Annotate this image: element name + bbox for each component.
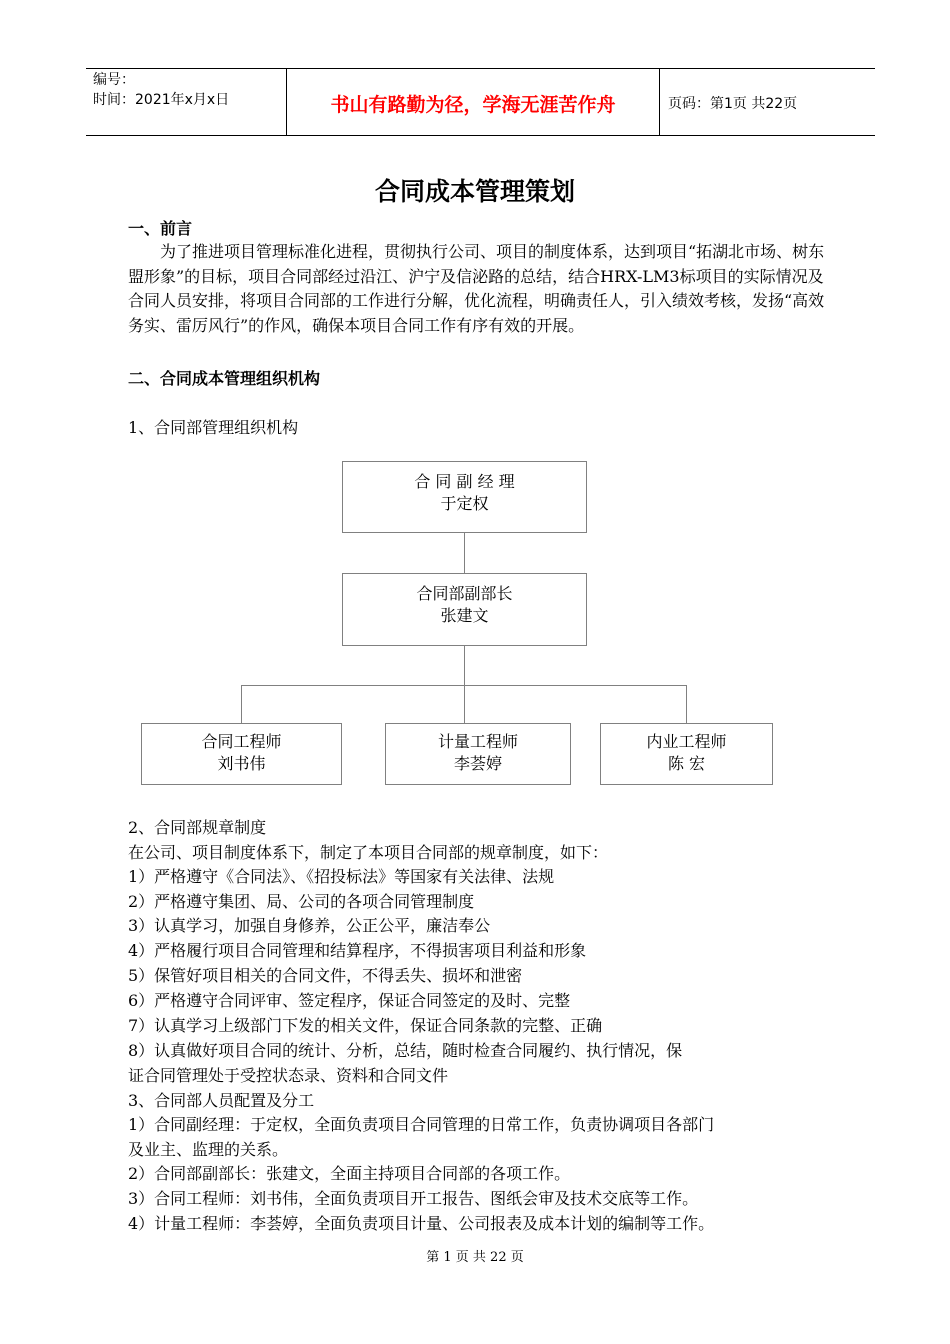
org-person: 陈 宏	[667, 754, 706, 773]
org-connector	[686, 685, 687, 723]
org-box-contract-deputy-manager	[342, 461, 587, 533]
header-number: 编号：	[93, 72, 135, 88]
rule-item: 4）严格履行项目合同管理和结算程序，不得损害项目利益和形象	[128, 941, 587, 960]
header-divider-right	[659, 68, 660, 136]
rule-item: 7）认真学习上级部门下发的相关文件，保证合同条款的完整、正确	[128, 1016, 603, 1035]
org-role: 合 同 副 经 理	[414, 472, 515, 491]
section1-text: 为了推进项目管理标准化进程，贯彻执行公司、项目的制度体系，达到项目“拓湖北市场、树东盟形象”的目标，项目合同部经过沿江、沪宁及信泌路的总结，结合HRX-LM3标项目的实际情况及合同人员安排，将项目合同部的工作进行分解，优化流程，明确责任人，引入绩效考核，发扬“高效务实、雷厉风行”的作风，确保本项目合同工作有序有效的开展。	[128, 242, 825, 335]
staff-item: 4）计量工程师：李荟婷，全面负责项目计量、公司报表及成本计划的编制等工作。	[128, 1214, 715, 1233]
org-role: 计量工程师	[437, 732, 518, 751]
header-page-number: 页码：第1页 共22页	[668, 96, 798, 112]
header-bottom-border	[86, 135, 875, 136]
rule-item-continued: 证合同管理处于受控状态录、资料和合同文件	[128, 1066, 449, 1085]
document-title: 合同成本管理策划	[374, 177, 575, 206]
rule-item: 8）认真做好项目合同的统计、分析，总结，随时检查合同履约、执行情况，保	[128, 1041, 683, 1060]
rule-item: 6）严格遵守合同评审、签定程序，保证合同签定的及时、完整	[128, 991, 571, 1010]
org-person: 刘书伟	[217, 754, 266, 773]
org-connector	[464, 646, 465, 685]
section1-paragraph	[128, 240, 832, 338]
header-top-border	[86, 68, 875, 69]
org-box-contract-engineer	[141, 723, 342, 785]
org-person: 李荟婷	[453, 754, 502, 773]
staff-item: 3）合同工程师：刘书伟，全面负责项目开工报告、图纸会审及技术交底等工作。	[128, 1189, 699, 1208]
header-time: 时间：2021年x月x日	[93, 92, 230, 108]
subsection3-heading: 3、合同部人员配置及分工	[128, 1091, 315, 1110]
org-connector	[241, 685, 242, 723]
org-box-department-deputy-head	[342, 573, 587, 646]
subsection1-heading: 1、合同部管理组织机构	[128, 418, 299, 437]
header-motto: 书山有路勤为径，学海无涯苦作舟	[330, 94, 616, 116]
rule-item: 1）严格遵守《合同法》、《招投标法》等国家有关法律、法规	[128, 867, 555, 886]
subsection2-heading: 2、合同部规章制度	[128, 818, 267, 837]
rule-item: 3）认真学习，加强自身修养，公正公平，廉洁奉公	[128, 916, 491, 935]
org-role: 内业工程师	[646, 732, 727, 751]
section1-heading: 一、前言	[128, 219, 193, 238]
org-connector	[464, 685, 465, 723]
org-connector	[464, 533, 465, 573]
staff-item: 1）合同副经理：于定权，全面负责项目合同管理的日常工作，负责协调项目各部门	[128, 1115, 715, 1134]
staff-item: 2）合同部副部长：张建文，全面主持项目合同部的各项工作。	[128, 1164, 571, 1183]
header-meta	[93, 70, 229, 110]
rule-item: 5）保管好项目相关的合同文件，不得丢失、损坏和泄密	[128, 966, 523, 985]
staff-item-continued: 及业主、监理的关系。	[128, 1140, 289, 1159]
org-person: 张建文	[440, 606, 489, 625]
org-person: 于定权	[440, 494, 489, 513]
section2-heading: 二、合同成本管理组织机构	[128, 369, 321, 388]
org-box-office-engineer	[600, 723, 773, 785]
rule-item: 2）严格遵守集团、局、公司的各项合同管理制度	[128, 892, 475, 911]
rules-intro: 在公司、项目制度体系下，制定了本项目合同部的规章制度，如下：	[128, 843, 609, 862]
page-footer: 第 1 页 共 22 页	[426, 1250, 524, 1265]
org-role: 合同工程师	[201, 732, 282, 751]
org-role: 合同部副部长	[416, 584, 513, 603]
org-box-metering-engineer	[385, 723, 571, 785]
